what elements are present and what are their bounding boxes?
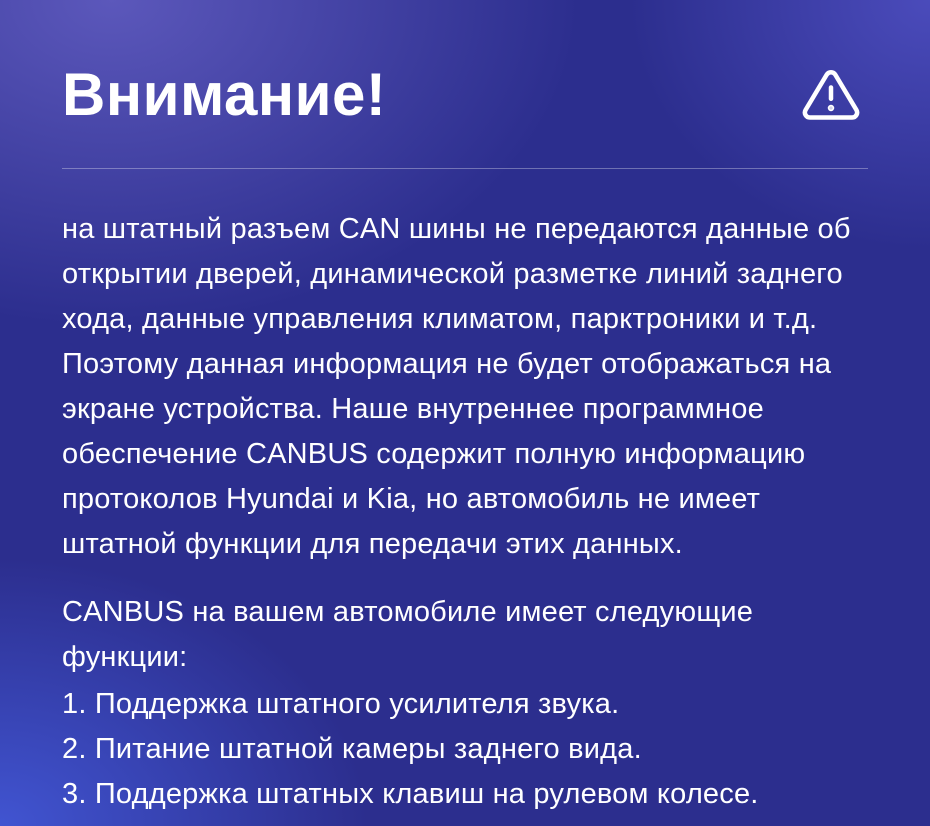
header-divider — [62, 168, 868, 169]
page-header — [62, 0, 868, 128]
list-item: 1. Поддержка штатного усилителя звука. — [62, 688, 620, 720]
list-item: 3. Поддержка штатных клавиш на рулевом колесе. — [62, 778, 759, 810]
functions-list — [62, 682, 868, 817]
list-item: 2. Питание штатной камеры заднего вида. — [62, 733, 642, 765]
main-paragraph: на штатный разъем CAN шины не передаются данные об открытии дверей, динамической разметке линий заднего хода, данные управления климатом, парктроники и т.д. Поэтому данная информация не будет отображаться на экране устройства. Наше внутреннее программное обеспечение CANBUS содержит полную информацию протоколов Hyundai и Kia, но автомобиль не имеет штатной функции для передачи этих данных. — [62, 213, 851, 560]
warning-triangle-icon — [798, 65, 864, 125]
page-title: Внимание! — [62, 61, 387, 128]
functions-intro: CANBUS на вашем автомобиле имеет следующие функции: — [62, 596, 754, 673]
